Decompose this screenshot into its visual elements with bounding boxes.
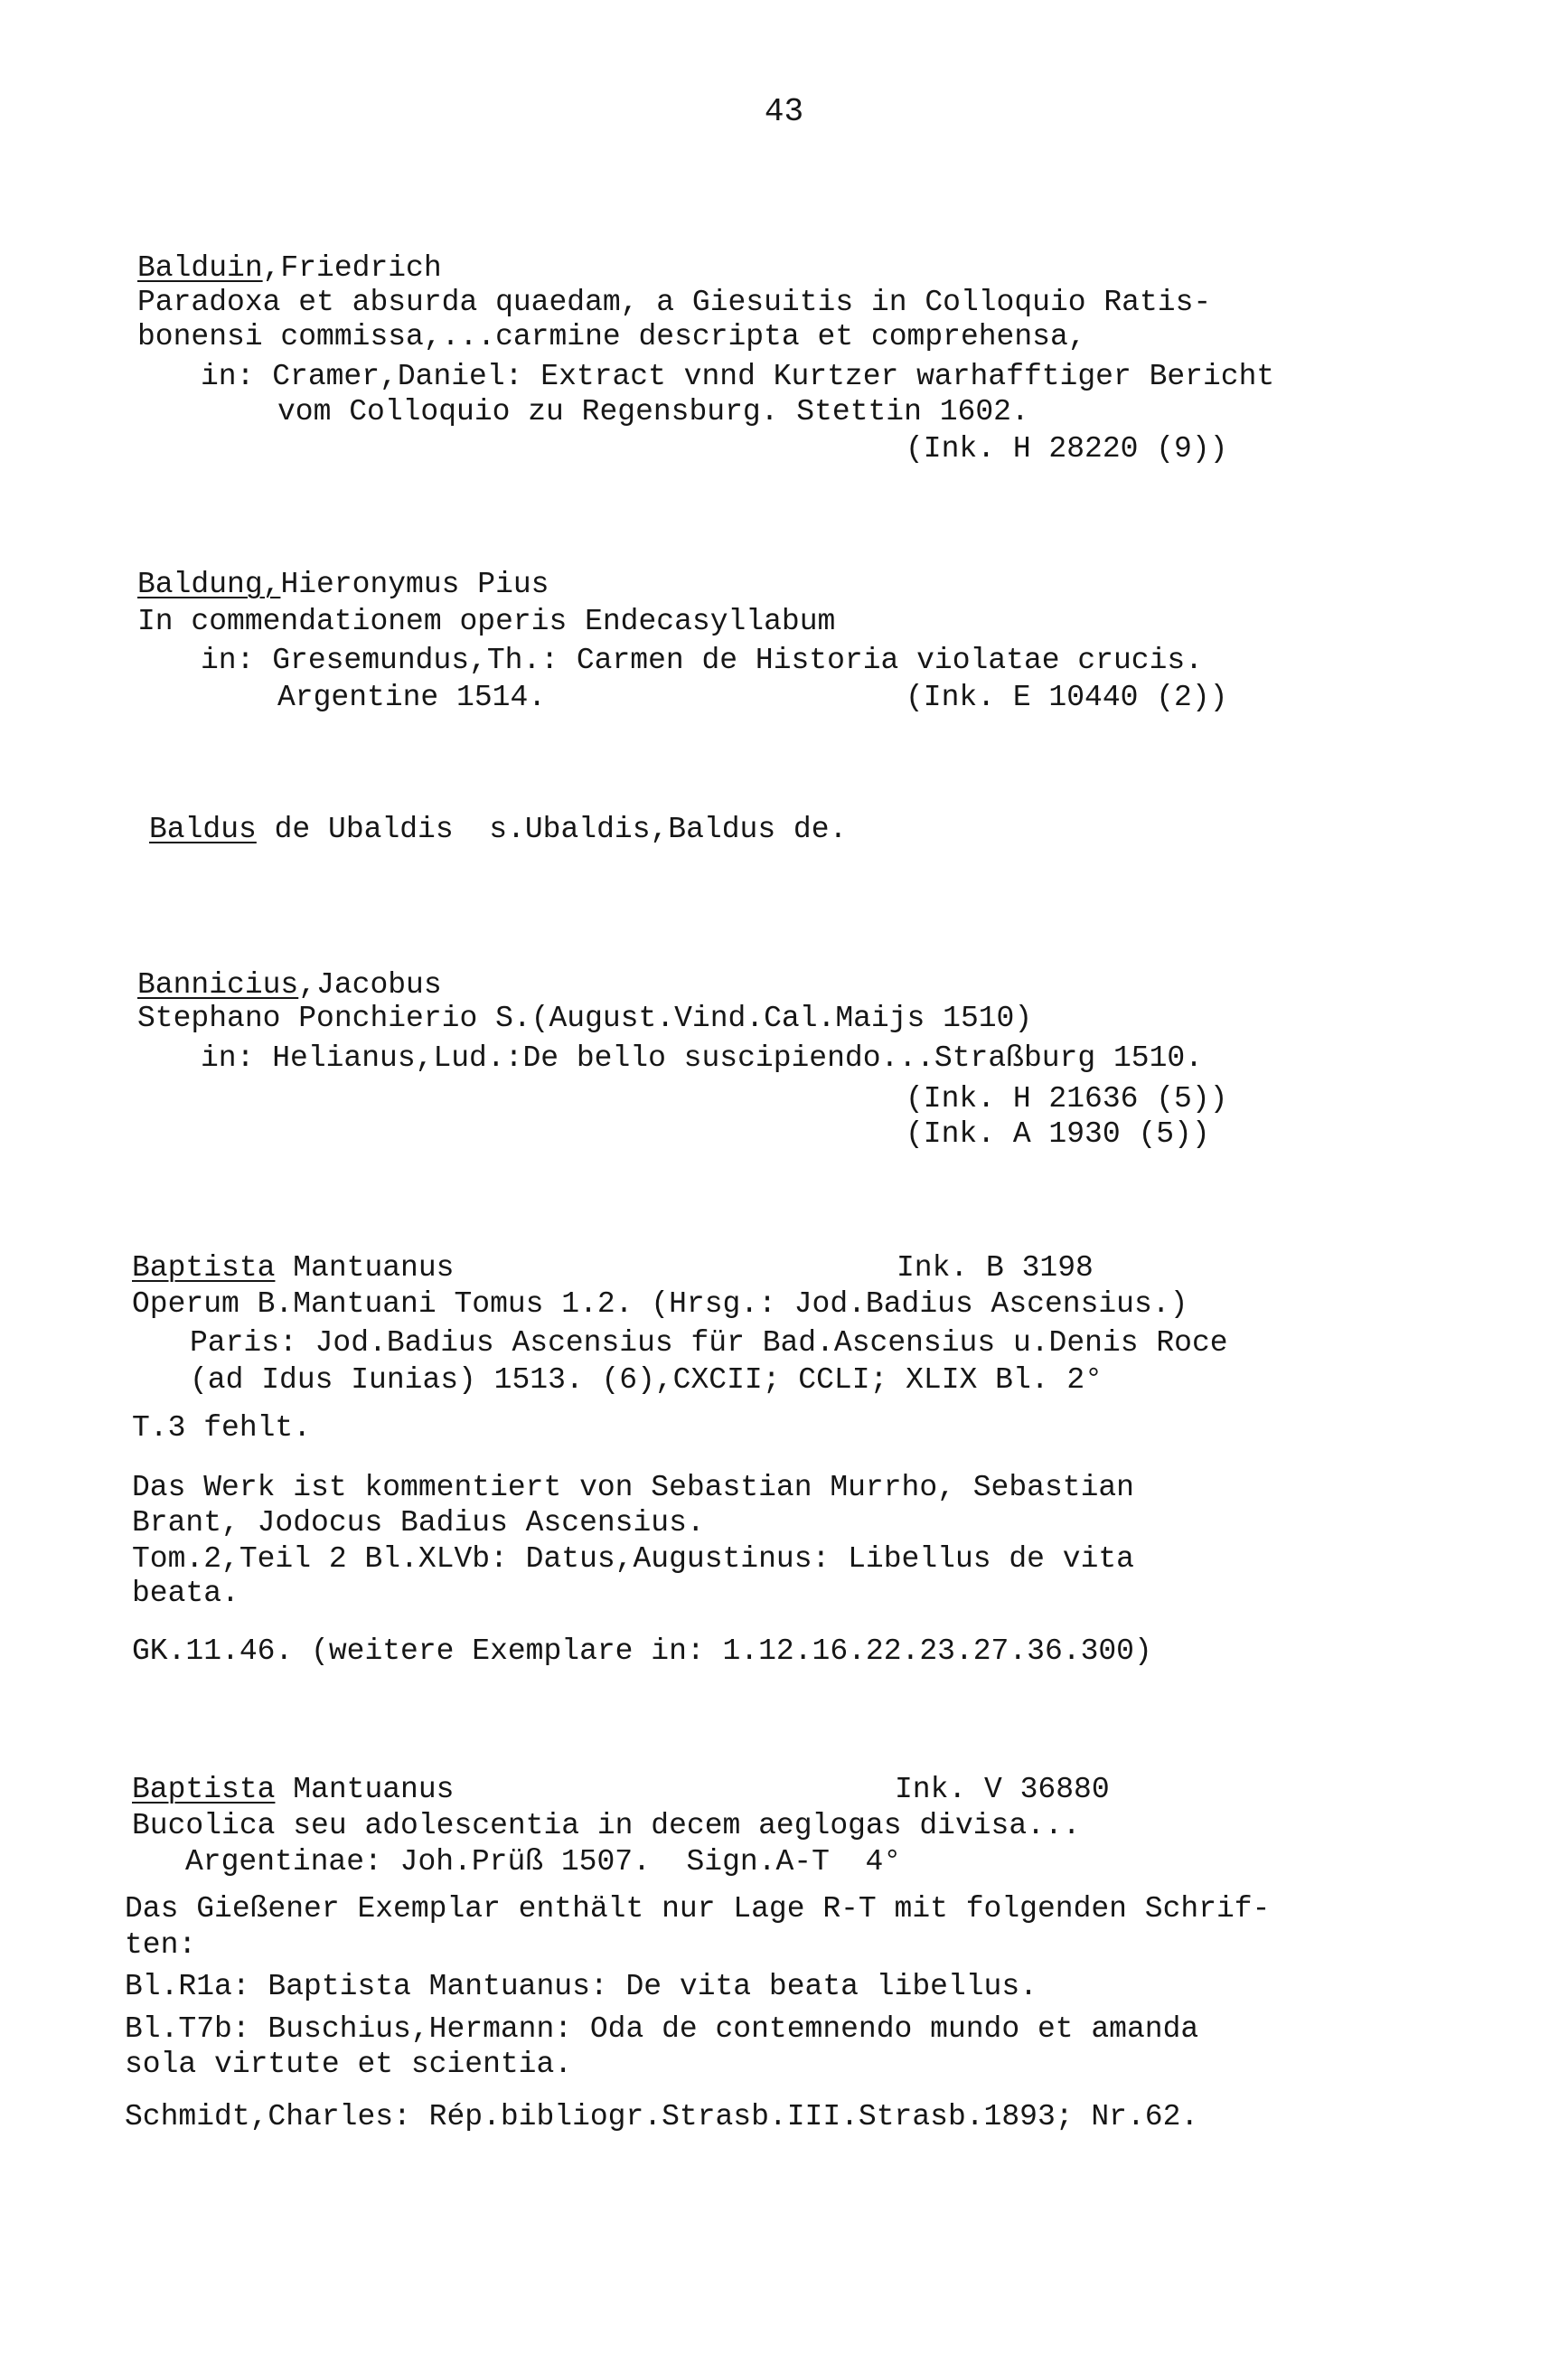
- heading-rest: Hieronymus Pius: [280, 568, 549, 601]
- title-line: Operum B.Mantuani Tomus 1.2. (Hrsg.: Jod.Badius Ascensius.): [132, 1287, 1188, 1321]
- note-line: Bl.R1a: Baptista Mantuanus: De vita beata libellus.: [125, 1970, 1038, 2003]
- note-line: T.3 fehlt.: [132, 1411, 312, 1445]
- entry-heading: [132, 1250, 454, 1286]
- source-line: in: Gresemundus,Th.: Carmen de Historia violatae crucis.: [201, 644, 1203, 677]
- note-line: beata.: [132, 1577, 239, 1610]
- note-line: sola virtute et scientia.: [125, 2048, 573, 2081]
- imprint-line: (ad Idus Iunias) 1513. (6),CXCII; CCLI; XLIX Bl. 2°: [190, 1363, 1103, 1397]
- source-line: in: Helianus,Lud.:De bello suscipiendo...Straßburg 1510.: [201, 1041, 1203, 1075]
- entry-heading: [137, 967, 442, 1003]
- heading-name: Bannicius: [137, 968, 299, 1002]
- source-line: vom Colloquio zu Regensburg. Stettin 1602.: [277, 395, 1029, 429]
- imprint-line: Argentinae: Joh.Prüß 1507. Sign.A-T 4°: [185, 1845, 902, 1879]
- heading-name: Baptista: [132, 1773, 276, 1806]
- note-line: Das Gießener Exemplar enthält nur Lage R-T mit folgenden Schrif-: [125, 1892, 1271, 1926]
- title-line: Stephano Ponchierio S.(August.Vind.Cal.Maijs 1510): [137, 1002, 1033, 1035]
- heading-name: Baldus: [149, 813, 257, 846]
- title-line: bonensi commissa,...carmine descripta et comprehensa,: [137, 320, 1086, 353]
- heading-name: Baptista: [132, 1251, 276, 1285]
- source-line: Argentine 1514.: [277, 681, 547, 714]
- note-line: Schmidt,Charles: Rép.bibliogr.Strasb.III.Strasb.1893; Nr.62.: [125, 2100, 1199, 2133]
- heading-name: Balduin: [137, 251, 263, 285]
- title-line: In commendationem operis Endecasyllabum: [137, 605, 836, 638]
- page-number: 43: [764, 93, 804, 130]
- note-line: Brant, Jodocus Badius Ascensius.: [132, 1506, 705, 1540]
- shelfmark: (Ink. H 28220 (9)): [906, 432, 1228, 466]
- title-line: Paradoxa et absurda quaedam, a Giesuitis in Colloquio Ratis-: [137, 286, 1212, 319]
- heading-rest: Mantuanus: [275, 1251, 455, 1285]
- shelfmark: Ink. B 3198: [897, 1251, 1094, 1285]
- source-line: in: Cramer,Daniel: Extract vnnd Kurtzer warhafftiger Bericht: [201, 360, 1275, 393]
- entry-heading: [137, 567, 549, 603]
- entry-heading: [132, 1772, 454, 1808]
- title-line: Bucolica seu adolescentia in decem aeglogas divisa...: [132, 1809, 1081, 1842]
- note-line: Das Werk ist kommentiert von Sebastian Murrho, Sebastian: [132, 1471, 1134, 1504]
- imprint-line: Paris: Jod.Badius Ascensius für Bad.Ascensius u.Denis Roce: [190, 1326, 1228, 1360]
- shelfmark: (Ink. H 21636 (5)): [906, 1082, 1228, 1116]
- heading-rest: ,Jacobus: [298, 968, 442, 1002]
- shelfmark: (Ink. A 1930 (5)): [906, 1117, 1210, 1151]
- note-line: Tom.2,Teil 2 Bl.XLVb: Datus,Augustinus: Libellus de vita: [132, 1542, 1134, 1576]
- heading-rest: de Ubaldis s.Ubaldis,Baldus de.: [256, 813, 848, 846]
- heading-name: Baldung,: [137, 568, 281, 601]
- shelfmark: (Ink. E 10440 (2)): [906, 681, 1228, 714]
- heading-rest: Mantuanus: [275, 1773, 455, 1806]
- entry-heading: [149, 812, 847, 848]
- shelfmark: Ink. V 36880: [895, 1773, 1110, 1806]
- note-line: ten:: [125, 1928, 197, 1962]
- heading-rest: ,Friedrich: [262, 251, 442, 285]
- note-line: Bl.T7b: Buschius,Hermann: Oda de contemnendo mundo et amanda: [125, 2012, 1199, 2046]
- note-line: GK.11.46. (weitere Exemplare in: 1.12.16.22.23.27.36.300): [132, 1634, 1152, 1668]
- entry-heading: [137, 250, 442, 287]
